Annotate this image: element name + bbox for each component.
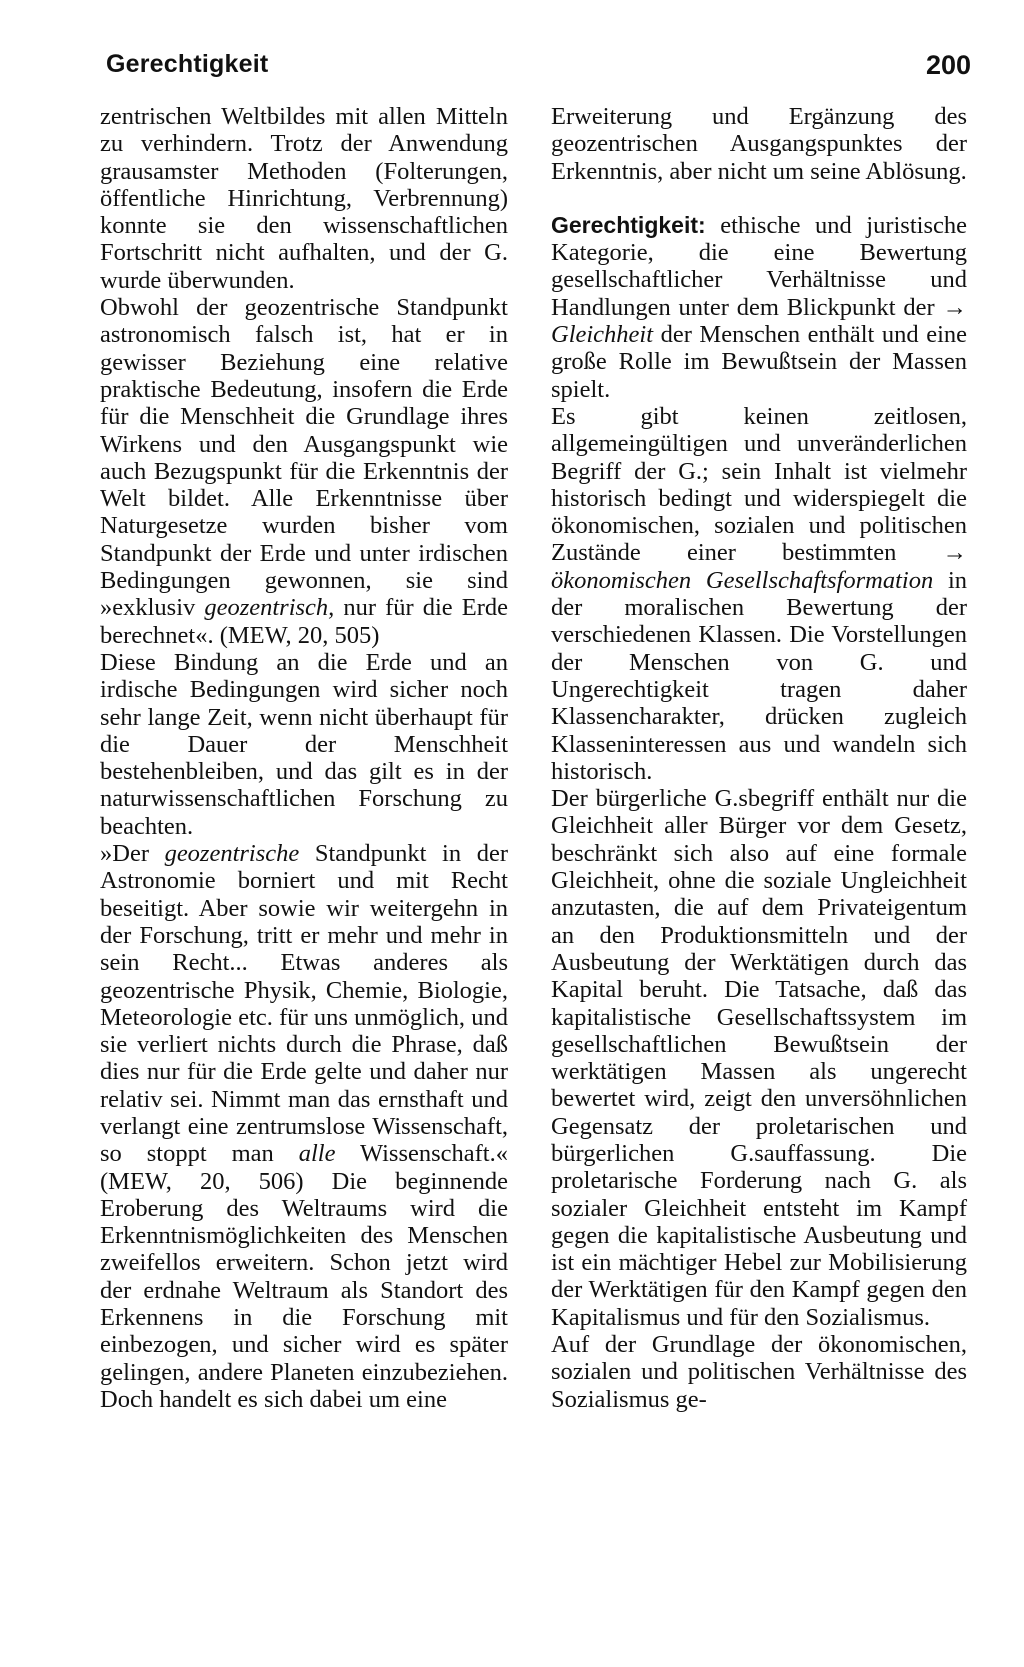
text-run: Es gibt keinen zeitlosen, allgemeingültigen und unveränderlichen Begriff der G.; sein Inhalt ist vielmehr historisch bedingt und widerspiegelt die ökonomischen, sozialen und politischen Zustände einer bestimmten: [551, 402, 967, 567]
left-column: [100, 103, 508, 1413]
paragraph: Der bürgerliche G.sbegriff enthält nur die Gleichheit aller Bürger vor dem Gesetz, beschränkt sich also auf eine formale Gleichheit, ohne die soziale Ungleichheit anzutasten, die auf dem Privateigentum an den Produktionsmitteln und der Ausbeutung der Werktätigen durch das Kapital beruht. Die Tatsache, daß das kapitalistische Gesellschaftssystem im gesellschaftlichen Bewußtsein der werktätigen Massen als ungerecht bewertet wird, zeigt den unversöhnlichen Gegensatz der proletarischen und bürgerlichen G.sauffassung. Die proletarische Forderung nach G. als sozialer Gleichheit entsteht im Kampf gegen die kapitalistische Ausbeutung und ist ein mächtiger Hebel zur Mobilisierung der Werktätigen für den Kampf gegen den Kapitalismus und für den Sozialismus.: [551, 785, 967, 1331]
text-run: Wissenschaft.« (MEW, 20, 506) Die beginnende Eroberung des Weltraums wird die Erkenntnismöglichkeiten des Menschen zweifellos erweitern. Schon jetzt wird der erdnahe Weltraum als Standort des Erkennens in die Forschung mit einbezogen, und sicher wird es später gelingen, andere Planeten einzubeziehen. Doch handelt es sich dabei um eine: [100, 1140, 508, 1413]
arrow-icon: →: [942, 293, 967, 321]
dictionary-entry: [551, 212, 967, 403]
arrow-icon: →: [942, 539, 967, 567]
text-run: nur für die Erde berechnet«. (MEW, 20, 505): [100, 594, 508, 649]
italic-term: alle: [298, 1140, 336, 1168]
entry-headword: Gerechtigkeit:: [551, 211, 706, 238]
italic-term: geozentrisch,: [204, 594, 335, 622]
text-run: Obwohl der geozentrische Standpunkt astronomisch falsch ist, hat er in gewisser Beziehung eine relative praktische Bedeutung, insofern die Erde für die Menschheit die Grundlage ihres Wirkens und den Ausgangspunkt wie auch Bezugspunkt für die Erkenntnis der Welt bildet. Alle Erkenntnisse über Naturgesetze wurden bisher vom Standpunkt der Erde und unter irdischen Bedingungen gewonnen, sie sind »exklusiv: [100, 294, 508, 622]
paragraph: Auf der Grundlage der ökonomischen, sozialen und politischen Verhältnisse des Sozialismus ge-: [551, 1331, 967, 1413]
paragraph: [551, 403, 967, 785]
running-head: Gerechtigkeit: [106, 50, 269, 78]
page-number: 200: [925, 50, 971, 80]
italic-term: geozentrische: [164, 840, 300, 868]
text-run: in der moralischen Bewertung der verschiedenen Klassen. Die Vorstellungen der Menschen von G. und Ungerechtigkeit tragen daher Klassencharakter, drücken zugleich Klasseninteressen aus und wandeln sich historisch.: [551, 566, 968, 785]
cross-reference-link[interactable]: Gleichheit: [551, 321, 654, 349]
text-run: ethische und juristische Kategorie, die eine Bewertung gesellschaftlicher Verhältnisse und Handlungen unter dem Blickpunkt der: [551, 211, 967, 321]
right-column: [551, 103, 967, 1413]
text-run: der Menschen enthält und eine große Rolle im Bewußtsein der Massen spielt.: [551, 321, 967, 403]
text-run: »Der: [100, 840, 165, 868]
paragraph: Erweiterung und Ergänzung des geozentrischen Ausgangspunktes der Erkenntnis, aber nicht um seine Ablösung.: [551, 103, 967, 185]
text-run: Standpunkt in der Astronomie borniert und mit Recht beseitigt. Aber sowie wir weitergehn in der Forschung, tritt er mehr und mehr in sein Recht... Etwas anderes als geozentrische Physik, Chemie, Biologie, Meteorologie etc. für uns unmöglich, und sie verliert nichts durch die Phrase, daß dies nur für die Erde gelte und daher nur relativ sei. Nimmt man das ernsthaft und verlangt eine zentrumslose Wissenschaft, so stoppt man: [100, 840, 508, 1168]
cross-reference-link[interactable]: ökonomischen Gesellschaftsformation: [551, 566, 934, 594]
paragraph: [100, 294, 508, 649]
paragraph: zentrischen Weltbildes mit allen Mitteln zu verhindern. Trotz der Anwendung grausamster Methoden (Folterungen, öffentliche Hinrichtung, Verbrennung) konnte sie den wissenschaftlichen Fortschritt nicht aufhalten, und der G. wurde überwunden.: [100, 103, 508, 294]
quotation-paragraph: [100, 840, 508, 1413]
paragraph: Diese Bindung an die Erde und an irdische Bedingungen wird sicher noch sehr lange Zeit, wenn nicht überhaupt für die Dauer der Menschheit bestehenbleiben, und das gilt es in der naturwissenschaftlichen Forschung zu beachten.: [100, 648, 508, 840]
